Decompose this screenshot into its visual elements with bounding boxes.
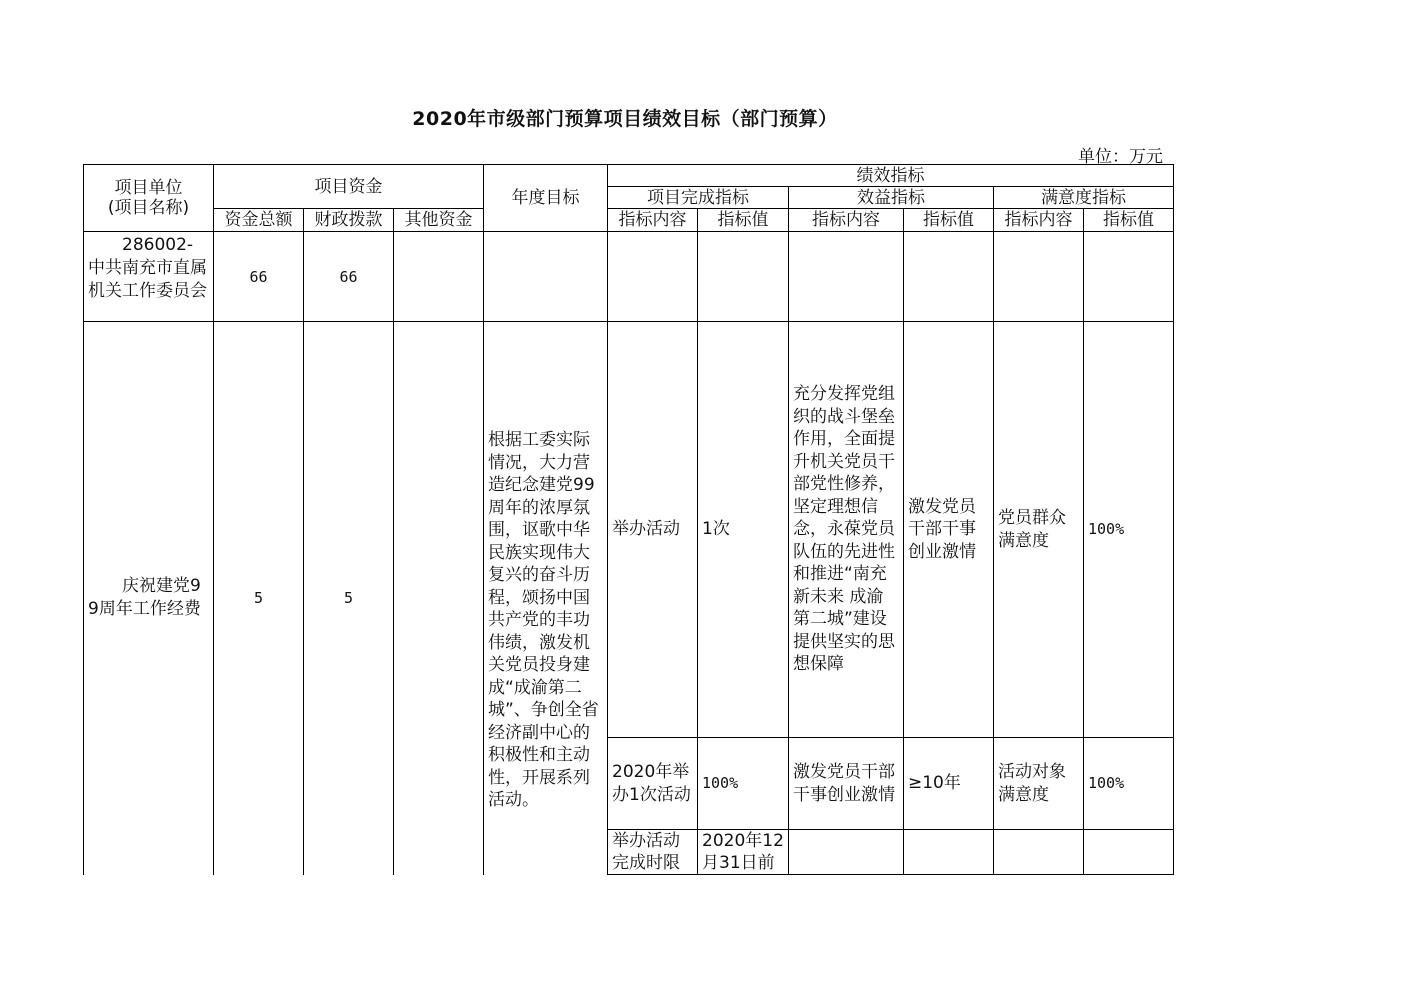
- unit-cell-8: [789, 232, 904, 322]
- unit-other-cell: [394, 232, 484, 322]
- indicator-1-satisfaction-value: 100%: [1084, 322, 1174, 738]
- header-performance: 绩效指标: [608, 165, 1174, 187]
- indicator-3-completion-content: 举办活动完成时限: [608, 830, 698, 875]
- indicator-3-satisfaction-content: [994, 830, 1084, 875]
- unit-fiscal-cell: 66: [304, 232, 394, 322]
- header-other: 其他资金: [394, 209, 484, 232]
- header-satisfaction-content: 指标内容: [994, 209, 1084, 232]
- header-unit-name: [84, 165, 214, 232]
- unit-goal-cell: [484, 232, 608, 322]
- indicator-2-benefit-content: 激发党员干部干事创业激情: [789, 738, 904, 830]
- indicator-3-completion-value: 2020年12月31日前: [698, 830, 789, 875]
- project-fiscal-cell: 5: [304, 322, 394, 875]
- indicator-1-completion-value: 1次: [698, 322, 789, 738]
- indicator-1-completion-content: 举办活动: [608, 322, 698, 738]
- unit-total-cell: 66: [214, 232, 304, 322]
- project-name-text: 庆祝建党99周年工作经费: [88, 576, 201, 620]
- performance-table: [83, 164, 1174, 875]
- header-total: 资金总额: [214, 209, 304, 232]
- project-total-cell: 5: [214, 322, 304, 875]
- indicator-2-benefit-value: ≥10年: [904, 738, 994, 830]
- header-annual-goal: 年度目标: [484, 165, 608, 232]
- header-completion: 项目完成指标: [608, 187, 789, 209]
- table-row-unit: [84, 232, 1174, 322]
- indicator-2-completion-content: 2020年举办1次活动: [608, 738, 698, 830]
- project-other-cell: [394, 322, 484, 875]
- header-satisfaction: 满意度指标: [994, 187, 1174, 209]
- header-completion-value: 指标值: [698, 209, 789, 232]
- project-name-cell: [84, 322, 214, 875]
- header-benefit-value: 指标值: [904, 209, 994, 232]
- indicator-2-satisfaction-content: 活动对象满意度: [994, 738, 1084, 830]
- indicator-2-completion-value: 100%: [698, 738, 789, 830]
- header-fiscal: 财政拨款: [304, 209, 394, 232]
- header-completion-content: 指标内容: [608, 209, 698, 232]
- header-benefit: 效益指标: [789, 187, 994, 209]
- unit-cell-10: [994, 232, 1084, 322]
- table-row-project: [84, 322, 1174, 738]
- unit-cell-11: [1084, 232, 1174, 322]
- indicator-1-benefit-value: 激发党员干部干事创业激情: [904, 322, 994, 738]
- indicator-3-benefit-value: [904, 830, 994, 875]
- header-unit-name-text: 项目单位 (项目名称): [107, 178, 190, 218]
- indicator-3-benefit-content: [789, 830, 904, 875]
- header-benefit-content: 指标内容: [789, 209, 904, 232]
- project-goal-cell: 根据工委实际情况，大力营造纪念建党99周年的浓厚氛围，讴歌中华民族实现伟大复兴的奋斗历程，颂扬中国共产党的丰功伟绩，激发机关党员投身建成“成渝第二城”、争创全省经济副中心的积极性和主动性，开展系列活动。: [484, 322, 608, 875]
- unit-cell-7: [698, 232, 789, 322]
- page-title: 2020年市级部门预算项目绩效目标（部门预算）: [412, 108, 838, 130]
- unit-cell-9: [904, 232, 994, 322]
- indicator-1-satisfaction-content: 党员群众满意度: [994, 322, 1084, 738]
- unit-cell-6: [608, 232, 698, 322]
- unit-label: 单位：万元: [1078, 147, 1163, 167]
- indicator-3-satisfaction-value: [1084, 830, 1174, 875]
- header-funds: 项目资金: [214, 165, 484, 209]
- indicator-1-benefit-content: 充分发挥党组织的战斗堡垒作用，全面提升机关党员干部党性修养，坚定理想信念，永葆党员队伍的先进性和推进“南充新未来 成渝第二城”建设提供坚实的思想保障: [789, 322, 904, 738]
- header-satisfaction-value: 指标值: [1084, 209, 1174, 232]
- unit-name-cell: 286002-中共南充市直属机关工作委员会: [84, 232, 214, 322]
- indicator-2-satisfaction-value: 100%: [1084, 738, 1174, 830]
